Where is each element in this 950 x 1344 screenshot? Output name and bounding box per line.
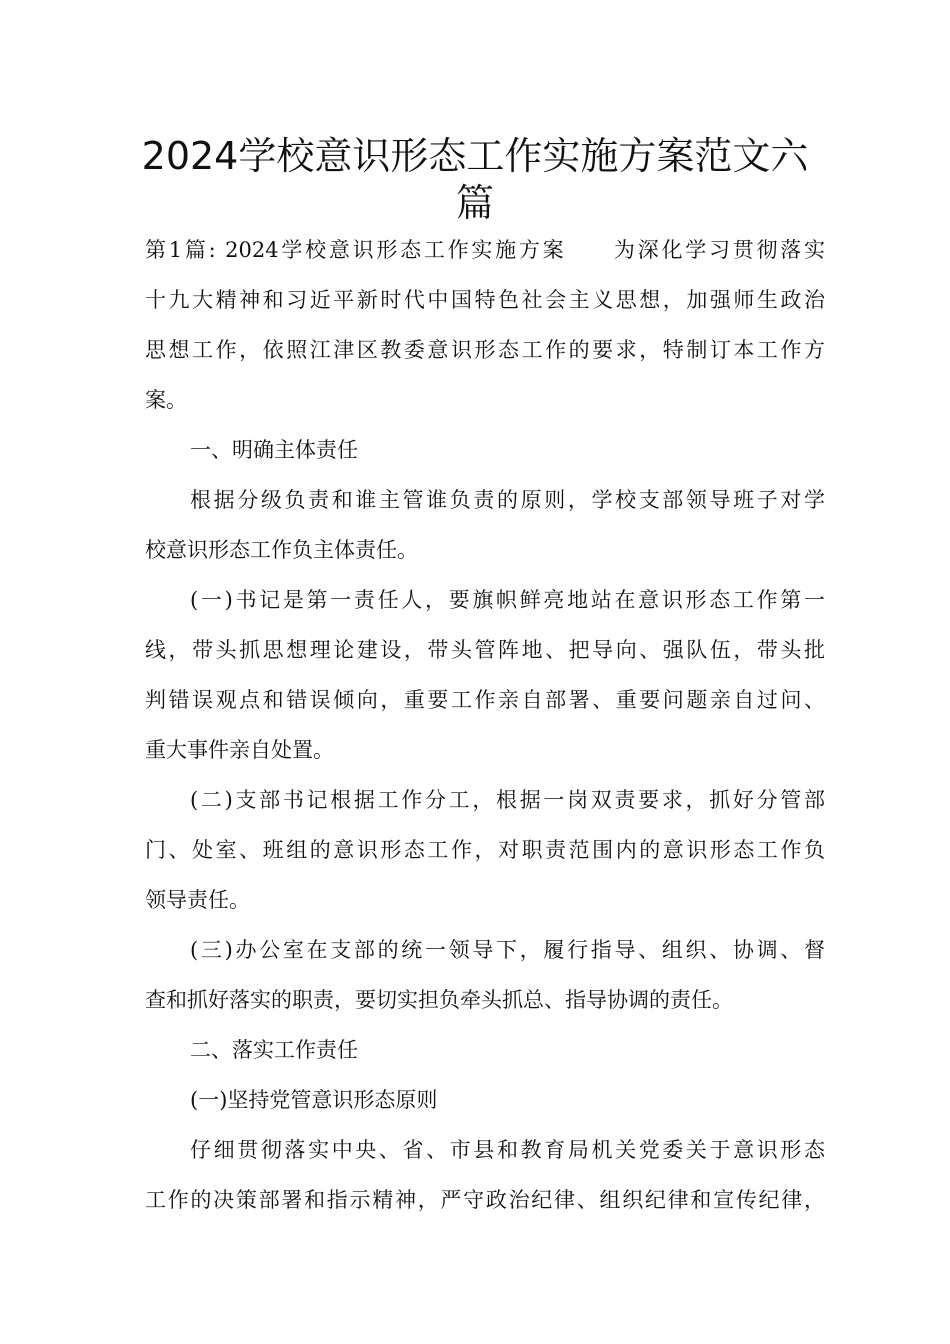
body-line: 案。: [145, 388, 187, 412]
body-line: (二)支部书记根据工作分工，根据一岗双责要求，抓好分管部: [190, 788, 825, 812]
body-line: (三)办公室在支部的统一领导下，履行指导、组织、协调、督: [190, 938, 825, 962]
body-line: 重大事件亲自处置。: [145, 738, 334, 762]
section-heading: 二、落实工作责任: [190, 1038, 358, 1062]
body-line: 线，带头抓思想理论建设，带头管阵地、把导向、强队伍，带头批: [145, 638, 825, 662]
body-line: 工作的决策部署和指示精神，严守政治纪律、组织纪律和宣传纪律，: [145, 1188, 825, 1212]
body-line: 门、处室、班组的意识形态工作，对职责范围内的意识形态工作负: [145, 838, 825, 862]
document-title-line-1: 2024学校意识形态工作实施方案范文六: [141, 134, 809, 178]
body-line: 查和抓好落实的职责，要切实担负牵头抓总、指导协调的责任。: [145, 988, 733, 1012]
body-line: 仔细贯彻落实中央、省、市县和教育局机关党委关于意识形态: [190, 1138, 825, 1162]
section-heading: 一、明确主体责任: [190, 438, 358, 462]
body-line: 判错误观点和错误倾向，重要工作亲自部署、重要问题亲自过问、: [145, 688, 825, 712]
body-line: 根据分级负责和谁主管谁负责的原则，学校支部领导班子对学: [190, 488, 825, 512]
body-line: 第1篇: 2024学校意识形态工作实施方案 为深化学习贯彻落实: [145, 238, 825, 262]
body-line: 领导责任。: [145, 888, 250, 912]
document-title-line-2: 篇: [455, 181, 494, 225]
subsection-heading: (一)坚持党管意识形态原则: [190, 1088, 438, 1112]
body-line: 思想工作，依照江津区教委意识形态工作的要求，特制订本工作方: [145, 338, 825, 362]
body-line: 校意识形态工作负主体责任。: [145, 538, 418, 562]
body-line: 十九大精神和习近平新时代中国特色社会主义思想，加强师生政治: [145, 288, 825, 312]
body-line: (一)书记是第一责任人，要旗帜鲜亮地站在意识形态工作第一: [190, 588, 825, 612]
